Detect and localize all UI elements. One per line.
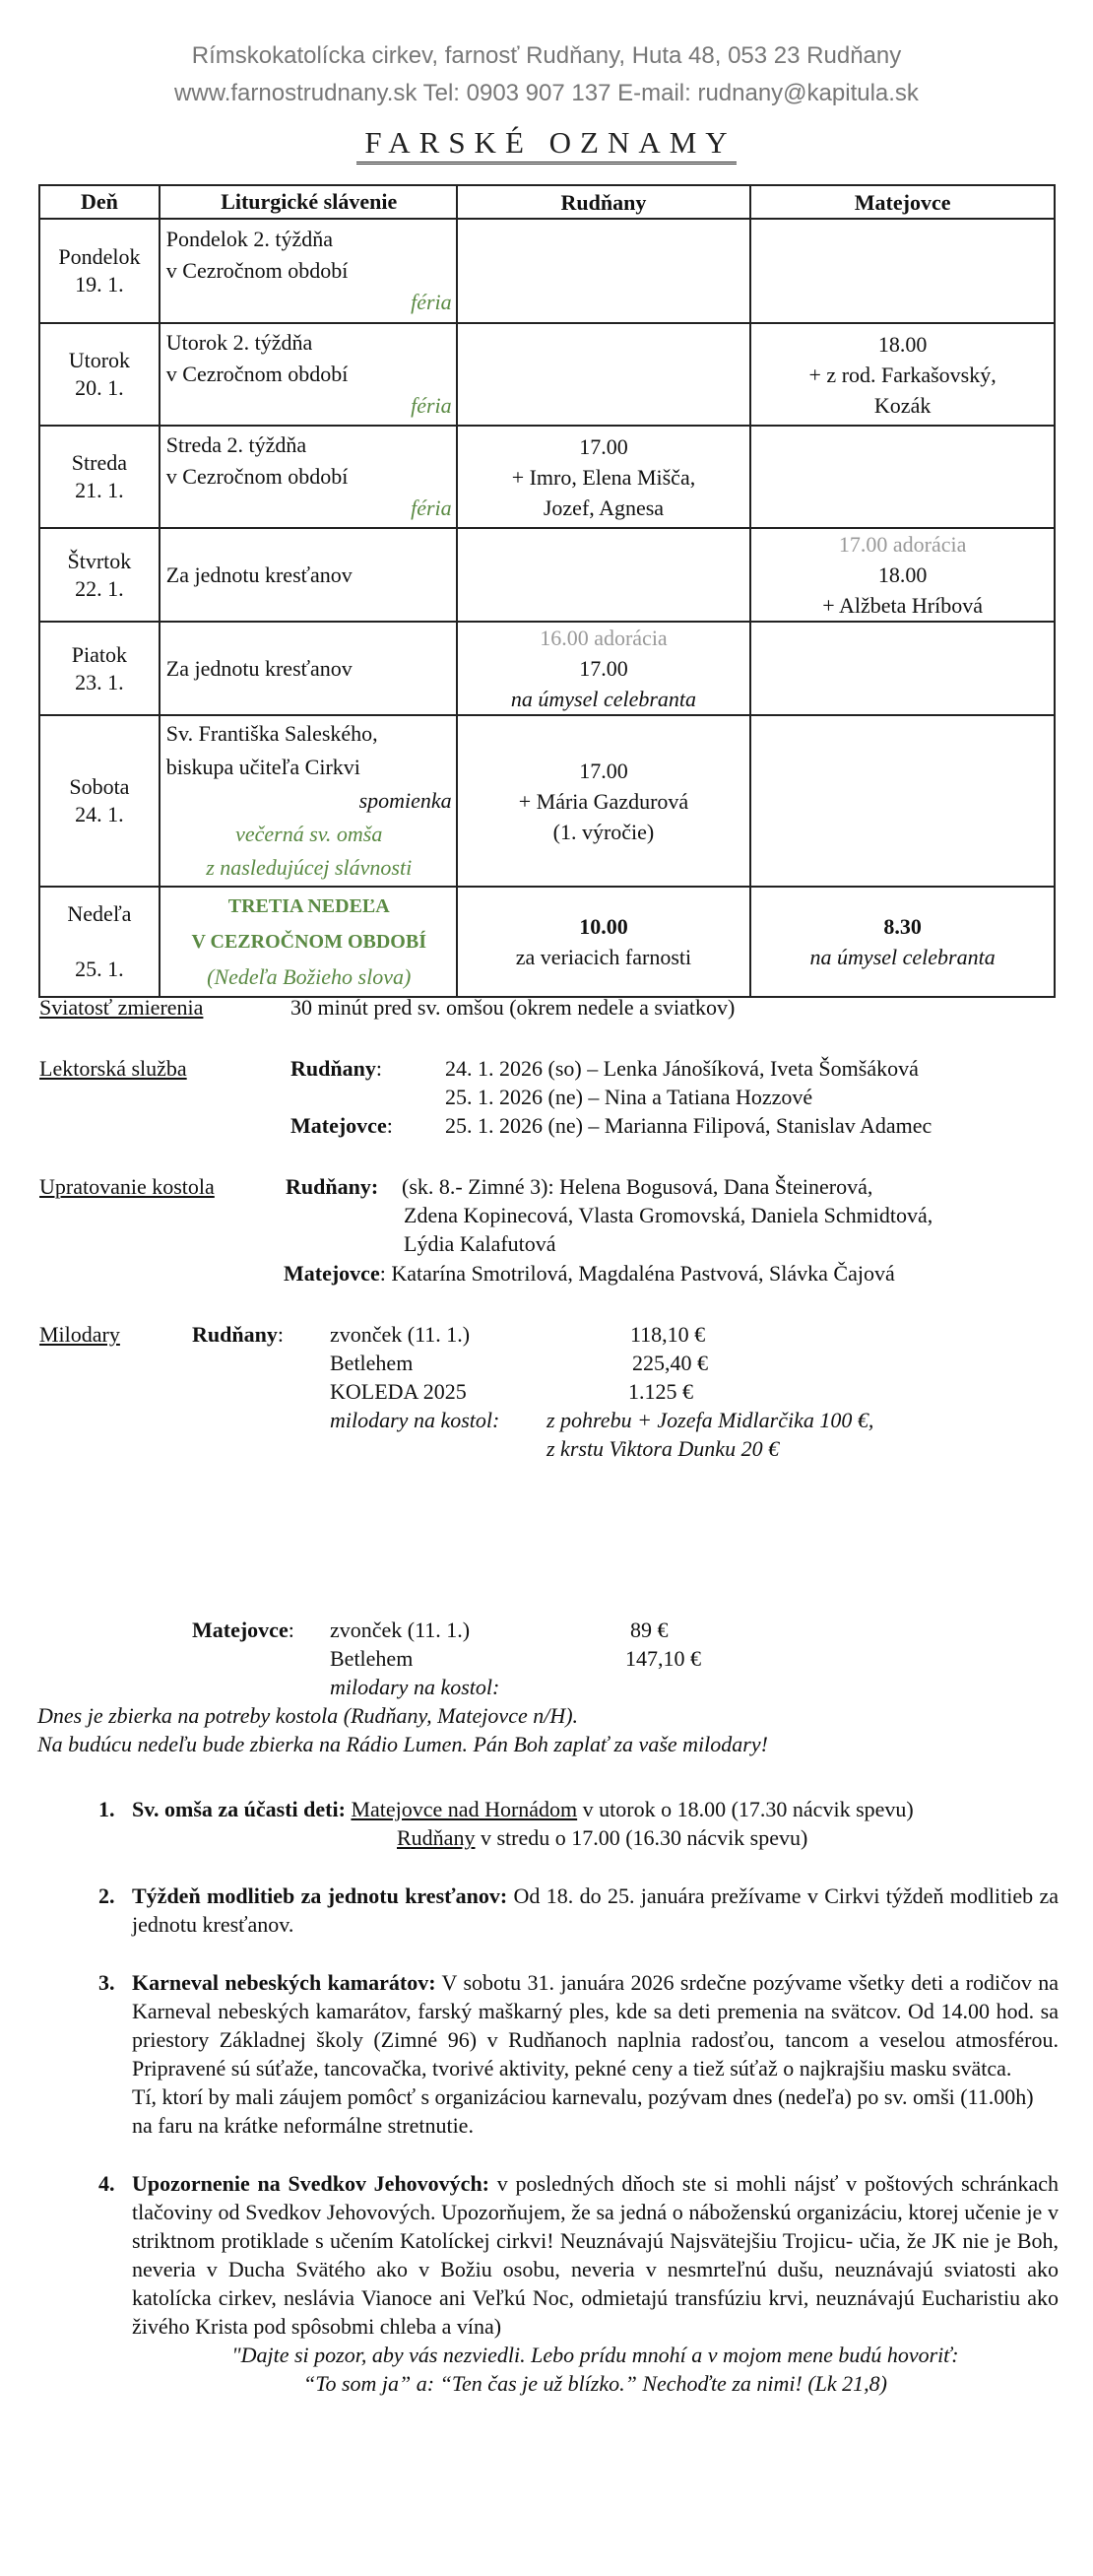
lectors-rudnany-label: Rudňany: <box>290 1056 382 1081</box>
parish-address: Rímskokatolícka cirkev, farnosť Rudňany, Huta 48, 053 23 Rudňany <box>191 42 902 69</box>
mass-time: 10.00 <box>579 914 628 939</box>
cleaning-rudnany-text <box>404 1172 932 1258</box>
parish-name: Matejovce <box>290 1113 387 1138</box>
donation-amount: 147,10 € <box>625 1646 701 1671</box>
adoration-time: 17.00 adorácia <box>838 532 967 557</box>
cleaning-rudnany-label <box>286 1172 378 1201</box>
day-name: Utorok <box>68 348 131 372</box>
church-donation-label: milodary na kostol: <box>330 1675 500 1699</box>
day-date: 20. 1. <box>75 375 124 400</box>
day-name: Nedeľa <box>67 901 132 926</box>
table-row <box>39 219 1055 323</box>
matejovce-cell <box>750 887 1055 997</box>
mass-time: 18.00 <box>877 331 928 357</box>
matejovce-cell <box>750 219 1055 323</box>
announcement-title: Karneval nebeských kamarátov: <box>132 1970 436 1995</box>
mass-intention: za veriacich farnosti <box>515 945 692 969</box>
announcement-title: Týždeň modlitieb za jednotu kresťanov: <box>132 1883 508 1908</box>
mass-schedule-table <box>38 184 1056 998</box>
donations-rudnany-church <box>546 1406 873 1463</box>
mass-intention: + Imro, Elena Mišča, <box>511 464 696 490</box>
table-row <box>39 887 1055 997</box>
donation-amount: 89 € <box>630 1618 669 1642</box>
section-label: Lektorská služba <box>39 1056 187 1081</box>
day-date: 24. 1. <box>75 802 124 826</box>
donations-rudnany-list <box>330 1320 743 1406</box>
day-cell <box>39 715 160 887</box>
cleaning-line: (sk. 8.- Zimné 3): Helena Bogusová, Dana Šteinerová, <box>402 1174 873 1199</box>
liturgy-line: v Cezročnom období <box>165 362 349 386</box>
liturgy-line: V CEZROČNOM OBDOBÍ <box>191 931 426 953</box>
liturgy-line: Za jednotu kresťanov <box>165 655 353 681</box>
day-name: Piatok <box>71 641 127 667</box>
liturgy-cell <box>160 426 457 528</box>
liturgy-rank: féria <box>411 393 452 418</box>
announcement-place: Rudňany <box>397 1825 476 1850</box>
section-label: Sviatosť zmierenia <box>39 995 204 1020</box>
donation-name: Betlehem <box>330 1646 414 1671</box>
liturgy-cell <box>160 622 457 715</box>
announcement-text: Tí, ktorí by mali záujem pomôcť s organizáciou karnevalu, pozývam dnes (nedeľa) po sv. omši (11.00h) na faru na krátke neformálne stretnutie. <box>132 2084 1034 2138</box>
cleaning-line: Zdena Kopinecová, Vlasta Gromovská, Daniela Schmidtová, <box>404 1203 933 1227</box>
page-title-wrap <box>0 125 1093 161</box>
donations-rudnany-church-label: milodary na kostol: <box>330 1408 500 1432</box>
rudnany-cell <box>457 323 751 426</box>
parish-name: Rudňany <box>290 1056 376 1081</box>
liturgy-cell <box>160 219 457 323</box>
matejovce-cell <box>750 426 1055 528</box>
rudnany-cell <box>457 622 751 715</box>
mass-time: 17.00 <box>579 433 628 459</box>
mass-time: 17.00 <box>579 656 628 681</box>
day-name: Streda <box>71 450 127 475</box>
lectors-rudnany-list <box>445 1054 919 1111</box>
donation-row <box>330 1377 743 1406</box>
donation-row <box>330 1320 743 1349</box>
confession-label <box>39 993 203 1022</box>
liturgy-line: v Cezročnom období <box>165 258 349 283</box>
rudnany-cell <box>457 219 751 323</box>
announcement-item <box>98 1968 1059 2140</box>
lectors-label <box>39 1054 187 1083</box>
page-title: FARSKÉ OZNAMY <box>356 125 736 165</box>
donation-row <box>330 1644 743 1673</box>
liturgy-cell <box>160 323 457 426</box>
table-header-row <box>39 185 1055 219</box>
liturgy-line: Pondelok 2. týždňa <box>165 227 334 251</box>
announcement-place: Matejovce nad Hornádom <box>351 1797 578 1821</box>
mass-time: 17.00 <box>579 758 628 783</box>
announcement-item <box>98 1795 1059 1852</box>
cleaning-line: Katarína Smotrilová, Magdaléna Pastvová, Slávka Čajová <box>391 1261 895 1286</box>
table-row <box>39 715 1055 887</box>
donation-amount: 1.125 € <box>628 1379 693 1404</box>
collection-note: Na budúcu nedeľu bude zbierka na Rádio Lumen. Pán Boh zaplať za vaše milodary! <box>37 1732 768 1756</box>
mass-time: 18.00 <box>877 562 928 587</box>
mass-time: 8.30 <box>883 914 922 939</box>
liturgy-rank: spomienka <box>358 788 452 813</box>
day-cell <box>39 528 160 622</box>
lectors-matejovce-label: Matejovce: <box>290 1113 393 1138</box>
mass-intention: na úmysel celebranta <box>510 687 697 711</box>
day-cell <box>39 622 160 715</box>
day-cell <box>39 323 160 426</box>
liturgy-line: Streda 2. týždňa <box>165 432 307 457</box>
day-date: 23. 1. <box>75 669 124 694</box>
mass-intention: + Mária Gazdurová <box>518 788 689 814</box>
matejovce-cell <box>750 528 1055 622</box>
lectors-matejovce-list <box>445 1111 932 1140</box>
donations-matejovce-label: Matejovce: <box>192 1618 294 1642</box>
announcement-item <box>98 2169 1059 2398</box>
lector-entry: 25. 1. 2026 (ne) – Marianna Filipová, Stanislav Adamec <box>445 1113 932 1138</box>
announcement-list <box>98 1795 1059 2398</box>
announcement-text: V sobotu 31. januára 2026 srdečne pozývame všetky deti a rodičov na Karneval nebeských kamarátov, farský maškarný ples, kde sa deti premenia na svätcov. Od 14.00 hod. sa priestory Základnej školy (Zimné 96) v Rudňanoch naplnia radosťou, tancom a veselou atmosférou. Pripravené sú súťaže, tancovačka, tvorivé aktivity, pekné ceny a tiež súťaž o najkrajšiu masku svätca. <box>132 1970 1060 2081</box>
announcement-text: v utorok o 18.00 (17.30 nácvik spevu) <box>577 1797 914 1821</box>
liturgy-cell <box>160 715 457 887</box>
announcement-text: v posledných dňoch ste si mohli nájsť v poštových schránkach tlačoviny od Svedkov Jehovových. Upozorňujem, že sa jedná o náboženskú organizáciu, ktorej učenie je v striktnom protiklade s učením Katolíckej cirkvi! Neuznávajú Najsvätejšiu Trojicu- učia, že JK nie je Boh, neveria v Ducha Svätého ako v Božiu osobu, neveria v nesmrteľnú dušu, neuznávajú sviatosti ako katolícka cirkev, neslávia Vianoce ani Veľkú Noc, odmietajú transfúziu krvi, neuznávajú Eucharistiu ako živého Krista pod spôsobmi chleba a vína) <box>132 2171 1060 2339</box>
parish-name: Matejovce <box>192 1618 289 1642</box>
announcement-number: 3. <box>98 1970 115 1995</box>
mass-intention: + z rod. Farkašovský, <box>808 362 997 387</box>
announcement-title: Upozornenie na Svedkov Jehovových: <box>132 2171 490 2196</box>
adoration-time: 16.00 adorácia <box>540 626 668 650</box>
day-date: 19. 1. <box>75 272 124 297</box>
liturgy-note: večerná sv. omša <box>235 822 383 846</box>
matejovce-cell <box>750 715 1055 887</box>
rudnany-cell <box>457 426 751 528</box>
announcement-title: Sv. omša za účasti deti: <box>132 1797 346 1821</box>
donation-name: Betlehem <box>330 1351 414 1375</box>
collection-note: Dnes je zbierka na potreby kostola (Rudňany, Matejovce n/H). <box>37 1703 579 1728</box>
liturgy-line: TRETIA NEDEĽA <box>227 895 390 917</box>
liturgy-rank: féria <box>411 290 452 314</box>
donation-row <box>330 1349 743 1377</box>
church-donation: z krstu Viktora Dunku 20 € <box>546 1436 780 1461</box>
bible-quote: "Dajte si pozor, aby vás nezviedli. Lebo prídu mnohí a v mojom mene budú hovoriť: <box>231 2343 959 2367</box>
announcement-number: 2. <box>98 1883 115 1908</box>
liturgy-line: biskupa učiteľa Cirkvi <box>165 755 360 779</box>
table-row <box>39 622 1055 715</box>
donation-name: KOLEDA 2025 <box>330 1379 467 1404</box>
parish-contact: www.farnostrudnany.sk Tel: 0903 907 137 E-mail: rudnany@kapitula.sk <box>174 80 919 106</box>
announcement-number: 4. <box>98 2171 115 2196</box>
day-date: 21. 1. <box>75 478 124 502</box>
parish-name: Rudňany <box>192 1322 278 1347</box>
donations-rudnany-label: Rudňany: <box>192 1322 284 1347</box>
day-name: Sobota <box>69 774 130 799</box>
col-header-rudnany: Rudňany <box>457 185 751 219</box>
liturgy-line: Za jednotu kresťanov <box>165 561 353 587</box>
liturgy-cell <box>160 528 457 622</box>
section-label: Milodary <box>39 1322 120 1347</box>
mass-intention: Kozák <box>873 392 932 418</box>
announcement-text: Od 18. do 25. januára prežívame v Cirkvi týždeň modlitieb za jednotu kresťanov. <box>132 1883 1059 1937</box>
col-header-matejovce: Matejovce <box>750 185 1055 219</box>
table-row <box>39 426 1055 528</box>
mass-intention: na úmysel celebranta <box>809 945 996 969</box>
donation-row <box>330 1616 743 1644</box>
donation-name: zvonček (11. 1.) <box>330 1618 471 1642</box>
bible-quote: “To som ja” a: “Ten čas je už blízko.” Nechoďte za nimi! (Lk 21,8) <box>303 2371 887 2396</box>
donations-matejovce-list <box>330 1616 743 1701</box>
lector-entry: 24. 1. 2026 (so) – Lenka Jánošíková, Iveta Šomšáková <box>445 1056 919 1081</box>
table-row <box>39 323 1055 426</box>
lector-entry: 25. 1. 2026 (ne) – Nina a Tatiana Hozzové <box>445 1085 813 1109</box>
day-name: Pondelok <box>58 244 141 269</box>
parish-name: Rudňany: <box>286 1174 379 1199</box>
announcement-number: 1. <box>98 1797 115 1821</box>
liturgy-line: Sv. Františka Saleského, <box>165 721 378 746</box>
matejovce-cell <box>750 622 1055 715</box>
donation-amount: 225,40 € <box>632 1351 708 1375</box>
liturgy-note: (Nedeľa Božieho slova) <box>207 964 412 989</box>
mass-intention: (1. výročie) <box>552 819 655 844</box>
rudnany-cell <box>457 528 751 622</box>
day-cell <box>39 426 160 528</box>
cleaning-label <box>39 1172 215 1201</box>
parish-name: Matejovce <box>284 1261 380 1286</box>
day-name: Štvrtok <box>67 548 132 573</box>
matejovce-cell <box>750 323 1055 426</box>
liturgy-rank: féria <box>411 495 452 520</box>
rudnany-cell <box>457 715 751 887</box>
confession-text: 30 minút pred sv. omšou (okrem nedele a sviatkov) <box>290 995 736 1020</box>
col-header-liturgy: Liturgické slávenie <box>160 185 457 219</box>
day-cell <box>39 219 160 323</box>
rudnany-cell <box>457 887 751 997</box>
announcement-text: v stredu o 17.00 (16.30 nácvik spevu) <box>475 1825 808 1850</box>
day-date: 22. 1. <box>75 575 124 601</box>
donation-amount: 118,10 € <box>630 1322 706 1347</box>
liturgy-cell <box>160 887 457 997</box>
day-date: 25. 1. <box>75 957 124 981</box>
church-donation: z pohrebu + Jozefa Midlarčika 100 €, <box>546 1408 874 1432</box>
collection-notes <box>37 1701 768 1758</box>
donation-name: zvonček (11. 1.) <box>330 1322 471 1347</box>
cleaning-matejovce: Matejovce: Katarína Smotrilová, Magdaléna Pastvová, Slávka Čajová <box>284 1261 895 1286</box>
liturgy-note: z nasledujúcej slávnosti <box>206 855 413 880</box>
table-row <box>39 528 1055 622</box>
parish-header <box>0 37 1093 112</box>
liturgy-line: Utorok 2. týždňa <box>165 330 313 355</box>
mass-intention: Jozef, Agnesa <box>543 495 665 520</box>
liturgy-line: v Cezročnom období <box>165 464 349 489</box>
col-header-day: Deň <box>39 185 160 219</box>
donations-label <box>39 1320 120 1349</box>
cleaning-line: Lýdia Kalafutová <box>404 1231 556 1256</box>
announcement-item <box>98 1882 1059 1939</box>
mass-intention: + Alžbeta Hríbová <box>822 593 983 618</box>
day-cell <box>39 887 160 997</box>
section-label: Upratovanie kostola <box>39 1174 215 1199</box>
